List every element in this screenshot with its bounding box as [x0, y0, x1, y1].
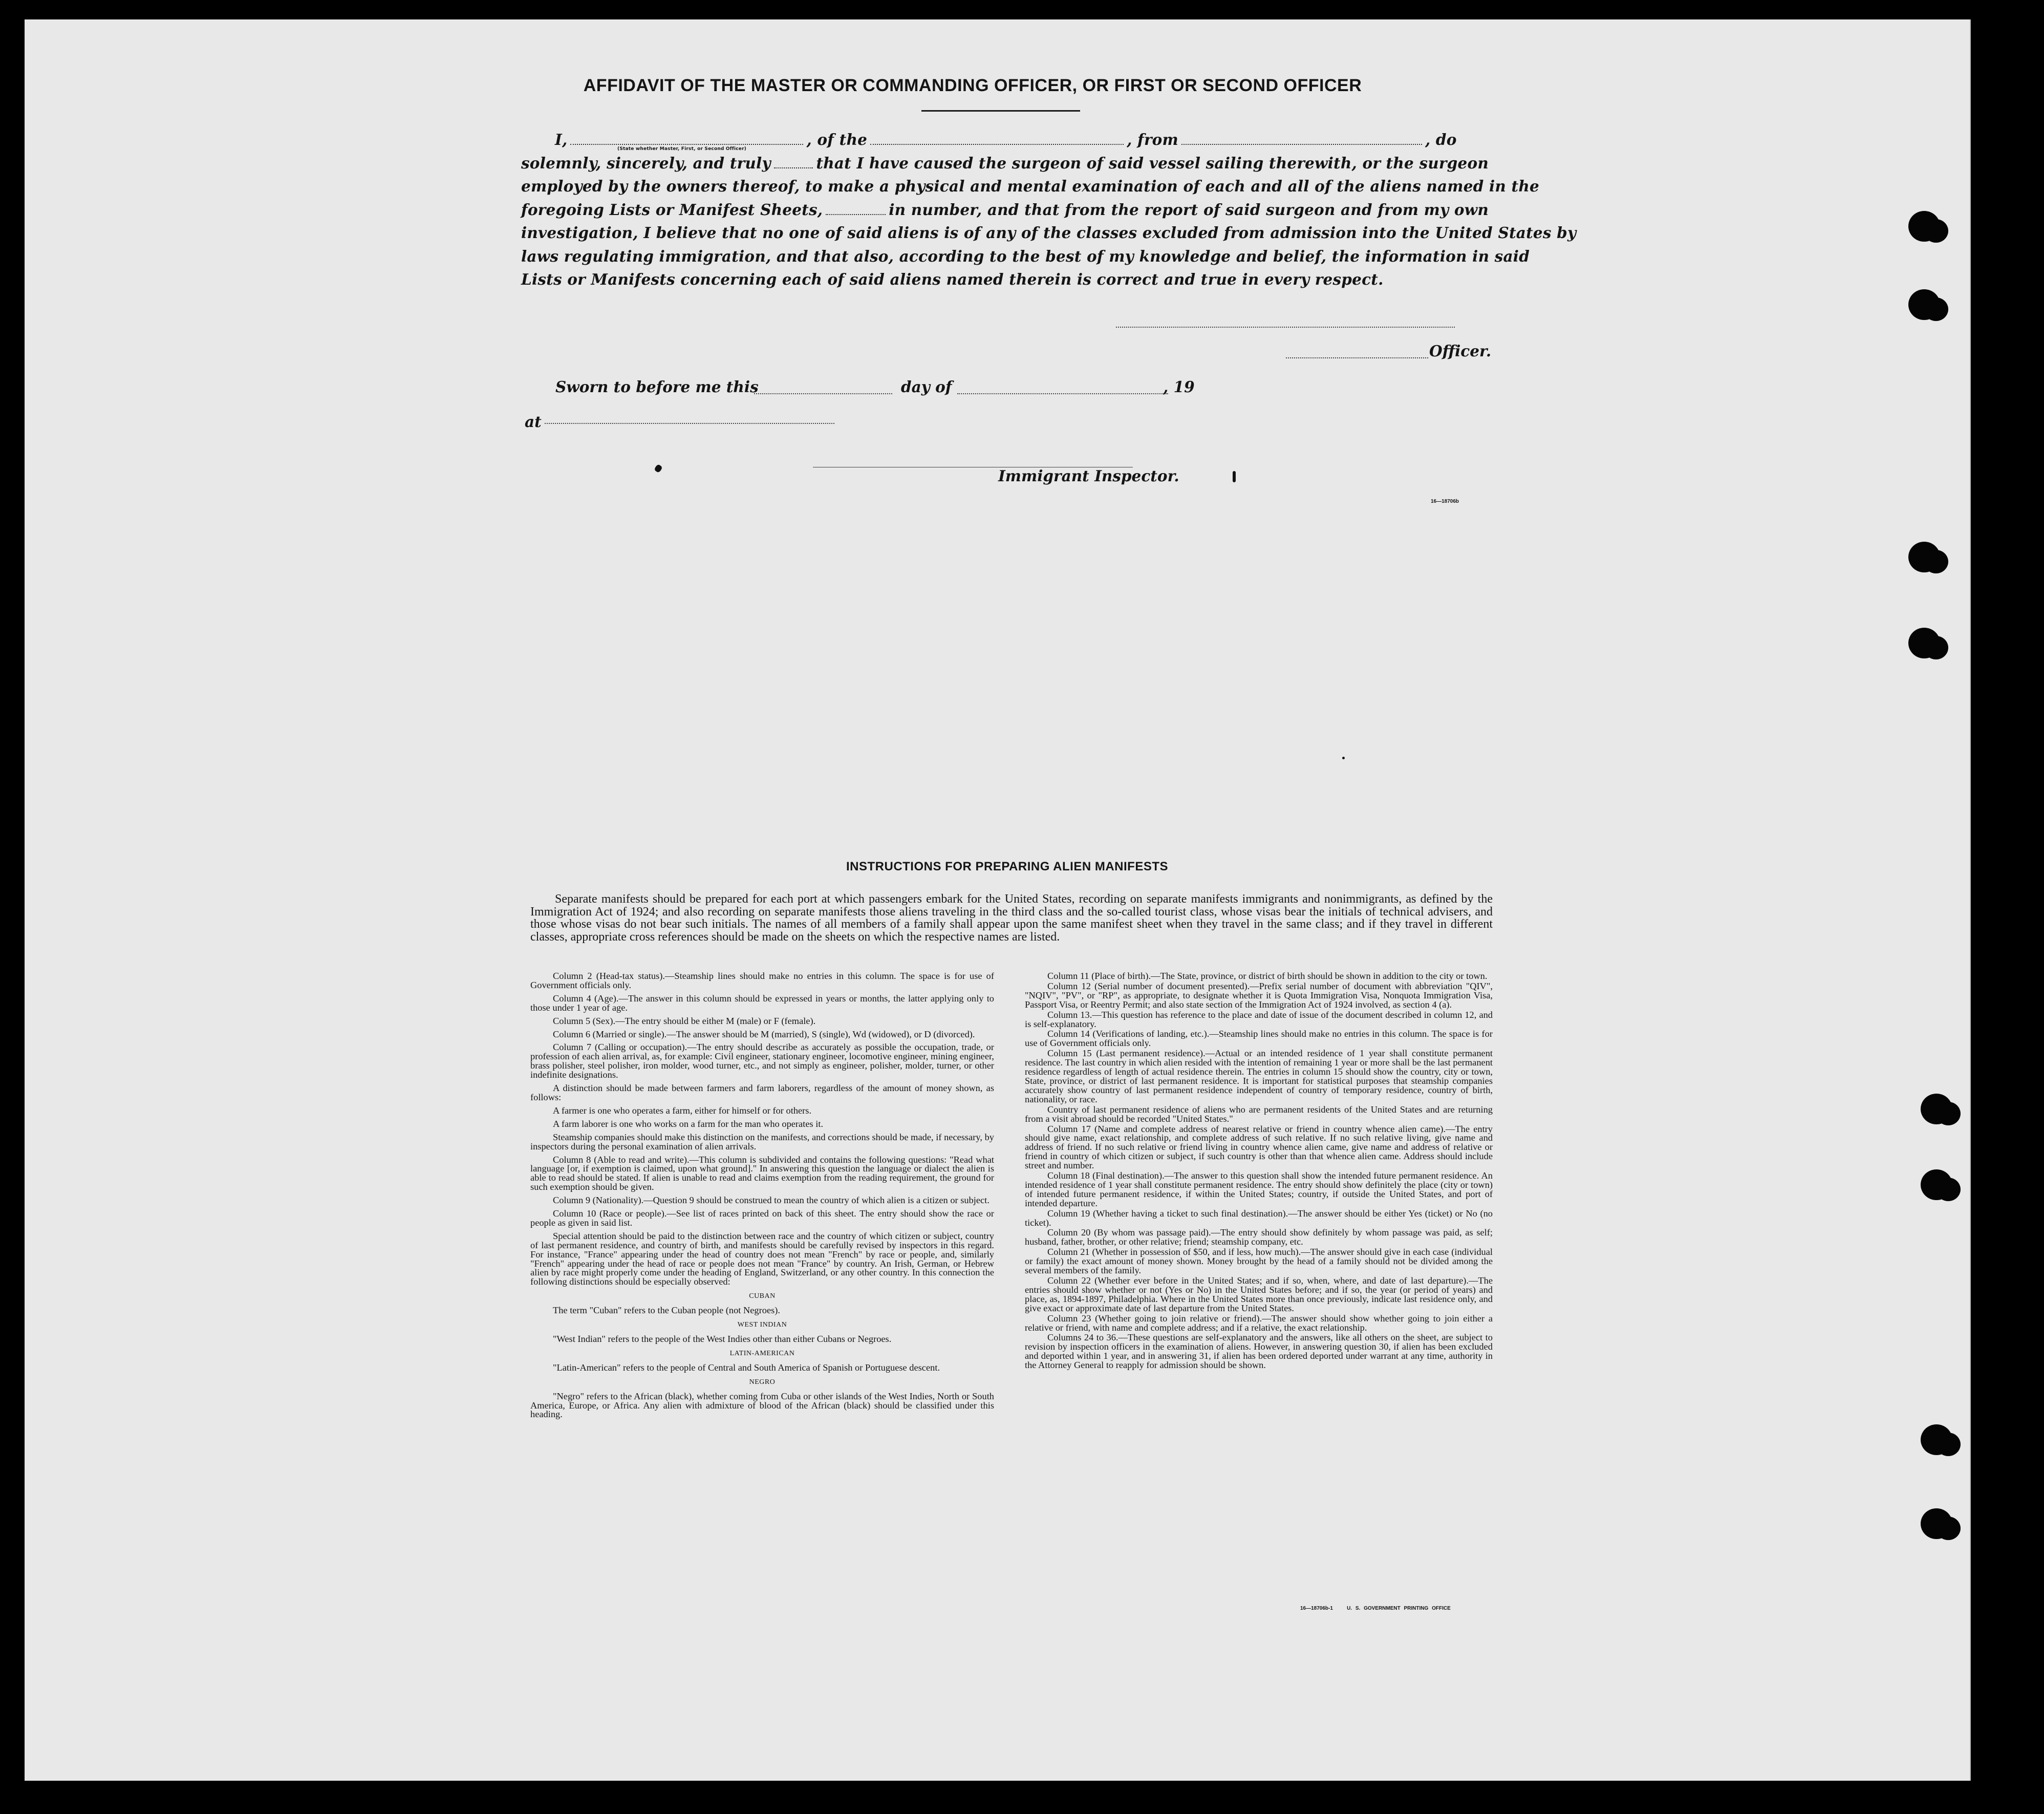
paragraph: Column 6 (Married or single).—The answer should be M (married), S (single), Wd (widowed), or D (divorced).	[553, 1029, 975, 1039]
paragraph: Column 14 (Verifications of landing, etc.).—Steamship lines should make no entries in this column. The space is for use of Government officials only.	[1025, 1029, 1493, 1049]
form-code: 16—18706b	[1431, 499, 1459, 504]
footer-codes	[1300, 1606, 1451, 1611]
paragraph: "Latin-American" refers to the people of Central and South America of Spanish or Portuguese descent.	[553, 1362, 940, 1373]
port-blank[interactable]	[1181, 135, 1422, 145]
paragraph: Special attention should be paid to the distinction between race and the country of which citizen or subject, country of last permanent residence, and country of birth, and manifests should be carefully revised by inspectors in this regard. For instance, "France" appearing under the head of country does not mean "French" by race or people, and, similarly "French" appearing under the head of race or people does not mean "France" by country. An Irish, German, or Hebrew alien by race might properly come under the heading of England, Switzerland, or any other country. In this connection the following distinctions should be especially observed:	[530, 1230, 994, 1287]
paragraph: Column 22 (Whether ever before in the United States; and if so, when, where, and date of last departure).—The entries should show whether or not (Yes or No) in the United States before; and if so, the year (or period of years) and place, as, 1894-1897, Philadelphia. Where in the United States more than once previously, indicate last residence only, and give exact or approximate date of last departure from the United States.	[1025, 1275, 1493, 1313]
officer-line[interactable]	[1286, 357, 1428, 358]
heading-negro: NEGRO	[749, 1378, 776, 1386]
instructions-right-column	[1025, 972, 1493, 1371]
punch-hole	[1908, 628, 1940, 658]
paragraph: Columns 24 to 36.—These questions are self-explanatory and the answers, like all others on the sheet, are subject to revision by inspection officers in the examination of aliens. However, in answering question 30, if alien has been excluded and deported within 1 year, and in answering 31, if alien has been ordered deported under warrant at any time, authority in the Attorney General to reapply for admission should be shown.	[1025, 1332, 1493, 1371]
heading-latin-american: LATIN-AMERICAN	[729, 1349, 795, 1357]
affidavit-line-7: Lists or Manifests concerning each of said aliens named therein is correct and true in every respect.	[521, 270, 1384, 288]
text-in-number: in number, and that from the report of said surgeon and from my own	[889, 200, 1489, 219]
signature-line[interactable]	[1116, 327, 1455, 328]
oath-type-blank[interactable]	[774, 158, 813, 168]
punch-hole	[1921, 1169, 1952, 1200]
paragraph: Column 13.—This question has reference to the place and date of issue of the document described in column 12, and is self-explanatory.	[1025, 1009, 1493, 1029]
officer-label: Officer.	[1429, 342, 1492, 360]
year-text: , 19	[1163, 378, 1195, 396]
paragraph: Column 17 (Name and complete address of nearest relative or friend in country whence alien came).—The entry should give name, exact relationship, and complete address of such relative. If no such relative living, give name and address of friend. If no such relative or friend living in country whence alien came, give name and address of relative or friend in country of which citizen or subject, if such country is other than that whence alien came. Address should include street and number.	[1025, 1123, 1493, 1171]
paragraph: Column 2 (Head-tax status).—Steamship lines should make no entries in this column. The space is for use of Government officials only.	[530, 971, 994, 990]
punch-hole	[1908, 211, 1940, 242]
paragraph: Column 8 (Able to read and write).—This column is subdivided and contains the following questions: "Read what language [or, if exemption is claimed, upon what ground]." In answering this question the language or dialect the alien is able to read should be stated. If alien is unable to read and claims exemption from the reading requirement, the ground for such exemption should be given.	[530, 1154, 994, 1192]
day-of-text: day of	[901, 378, 952, 396]
sheet-count-blank[interactable]	[826, 205, 886, 215]
affidavit-line-4	[521, 198, 1489, 222]
paragraph: A distinction should be made between farmers and farm laborers, regardless of the amount of money shown, as follows:	[530, 1083, 994, 1102]
paragraph: Column 10 (Race or people).—See list of races printed on back of this sheet. The entry should show the race or people as given in said list.	[530, 1208, 994, 1228]
vessel-name-blank[interactable]	[870, 135, 1124, 145]
text-of-the: , of the	[806, 131, 868, 148]
printing-office: U. S. GOVERNMENT PRINTING OFFICE	[1347, 1606, 1451, 1611]
paragraph: Column 20 (By whom was passage paid).—The entry should show definitely by whom passage was paid, as self; husband, father, brother, or other relative; friend; steamship company, etc.	[1025, 1227, 1493, 1247]
inspector-label: Immigrant Inspector.	[998, 467, 1179, 485]
text-from: , from	[1127, 131, 1178, 148]
at-text: at	[525, 413, 542, 431]
heading-cuban: CUBAN	[749, 1292, 776, 1300]
sworn-day-blank[interactable]	[754, 393, 892, 394]
paragraph: "West Indian" refers to the people of the West Indies other than either Cubans or Negroes.	[553, 1334, 892, 1344]
paragraph: Column 9 (Nationality).—Question 9 should be construed to mean the country of which alien is a citizen or subject.	[553, 1195, 989, 1206]
punch-hole	[1921, 1424, 1952, 1455]
text-do: , do	[1425, 131, 1457, 148]
paragraph: A farmer is one who operates a farm, either for himself or for others.	[553, 1105, 812, 1116]
punch-hole	[1908, 289, 1940, 320]
affidavit-line-2	[521, 152, 1489, 175]
affidavit-body	[521, 128, 1577, 291]
text-foregoing: foregoing Lists or Manifest Sheets,	[521, 200, 823, 219]
paragraph: A farm laborer is one who works on a farm for the man who operates it.	[553, 1118, 824, 1129]
footer-form-code: 16—18706b-1	[1300, 1606, 1333, 1611]
paragraph: Column 12 (Serial number of document presented).—Prefix serial number of document with abbreviation "QIV", "NQIV", "PV", or "RP", as appropriate, to designate whether it is Quota Immigration Visa, Nonquota Immigration Visa, Passport Visa, or Reentry Permit; and also state section of the Immigration Act of 1924 involved, as section 4 (a).	[1025, 980, 1493, 1010]
paragraph: "Negro" refers to the African (black), whether coming from Cuba or other islands of the West Indies, North or South America, Europe, or Africa. Any alien with admixture of blood of the African (black) should be classified under this heading.	[530, 1391, 994, 1420]
affidavit-line-3: employed by the owners thereof, to make a physical and mental examination of each and all of the aliens named in the	[521, 177, 1539, 195]
sworn-text: Sworn to before me this	[555, 378, 759, 396]
affidavit-line-5: investigation, I believe that no one of said aliens is of any of the classes excluded from admission into the United States by	[521, 224, 1577, 242]
paragraph: Column 15 (Last permanent residence).—Actual or an intended residence of 1 year shall constitute permanent residence. The last country in which alien resided with the intention of remaining 1 year or more shall be the last permanent residence regardless of length of actual residence therein. The entries in column 15 should show the country, city or town, State, province, or district of last permanent residence. It is important for statistical purposes that steamship companies accurately show country of last permanent residence independent of country of temporary residence, country of birth, nationality, or race.	[1025, 1048, 1493, 1104]
officer-rank-note: (State whether Master, First, or Second Officer)	[617, 146, 747, 152]
ink-speck	[1233, 471, 1236, 482]
punch-hole	[1921, 1508, 1952, 1539]
title-underline	[921, 110, 1080, 112]
affidavit-title: AFFIDAVIT OF THE MASTER OR COMMANDING OFFICER, OR FIRST OR SECOND OFFICER	[583, 76, 1362, 95]
paragraph: The term "Cuban" refers to the Cuban people (not Negroes).	[553, 1305, 780, 1316]
punch-hole	[1921, 1094, 1952, 1124]
paragraph: Column 19 (Whether having a ticket to such final destination).—The answer should be either Yes (ticket) or No (no ticket).	[1025, 1208, 1493, 1228]
officer-rank-blank[interactable]	[570, 135, 803, 145]
instructions-title: INSTRUCTIONS FOR PREPARING ALIEN MANIFESTS	[846, 860, 1168, 873]
ink-speck	[1342, 757, 1345, 759]
paragraph: Column 5 (Sex).—The entry should be either M (male) or F (female).	[553, 1015, 816, 1026]
sworn-month-blank[interactable]	[957, 393, 1168, 394]
text-solemnly: solemnly, sincerely, and truly	[521, 154, 771, 172]
heading-west-indian: WEST INDIAN	[737, 1321, 787, 1329]
instructions-intro: Separate manifests should be prepared for each port at which passengers embark for the United States, recording on separate manifests immigrants and nonimmigrants, as defined by the Immigration Act of 1924; and also recording on separate manifests those aliens traveling in the third class and the so-called tourist class, whose visas bear the initials of technical advisers, and those whose visas do not bear such initials. The names of all members of a family shall appear upon the same manifest sheet when they travel in the same class; and if they travel in different classes, appropriate cross references should be made on the sheets on which the respective names are listed.	[530, 892, 1493, 944]
punch-hole	[1908, 542, 1940, 572]
page-edge	[1970, 19, 1971, 1781]
text-i: I,	[555, 131, 568, 148]
paragraph: Column 18 (Final destination).—The answer to this question shall show the intended future permanent residence. An intended residence of 1 year shall constitute permanent residence. The entry should show definitely the place (city or town) of intended future permanent residence, if within the United States; country, if outside the United States, and port of intended departure.	[1025, 1170, 1493, 1208]
paragraph: Column 7 (Calling or occupation).—The entry should describe as accurately as possible the occupation, trade, or profession of each alien arrival, as, for example: Civil engineer, stationary engineer, locomotive engineer, mining engineer, brass polisher, steel polisher, iron molder, wood turner, etc., and not simply as engineer, polisher, molder, turner, or other indefinite designations.	[530, 1042, 994, 1080]
affidavit-line-6: laws regulating immigration, and that also, according to the best of my knowledge and belief, the information in said	[521, 247, 1530, 265]
instructions-left-column	[530, 972, 994, 1423]
text-surgeon: that I have caused the surgeon of said vessel sailing therewith, or the surgeon	[816, 154, 1489, 172]
place-blank[interactable]	[545, 423, 834, 424]
affidavit-line-1	[521, 128, 1489, 152]
paragraph: Column 23 (Whether going to join relative or friend).—The answer should show whether going to join either a relative or friend, with name and complete address; and if a relative, the exact relationship.	[1025, 1313, 1493, 1333]
paragraph: Column 21 (Whether in possession of $50, and if less, how much).—The answer should give in each case (individual or family) the exact amount of money shown. Money brought by the head of a family should not be divided among the several members of the family.	[1025, 1247, 1493, 1276]
paragraph: Country of last permanent residence of aliens who are permanent residents of the United States and are returning from a visit abroad should be recorded "United States."	[1025, 1104, 1493, 1124]
paragraph: Column 11 (Place of birth).—The State, province, or district of birth should be shown in addition to the city or town.	[1047, 971, 1488, 981]
paragraph: Column 4 (Age).—The answer in this column should be expressed in years or months, the latter applying only to those under 1 year of age.	[530, 993, 994, 1013]
paragraph: Steamship companies should make this distinction on the manifests, and corrections should be made, if necessary, by inspectors during the personal examination of alien arrivals.	[530, 1132, 994, 1151]
